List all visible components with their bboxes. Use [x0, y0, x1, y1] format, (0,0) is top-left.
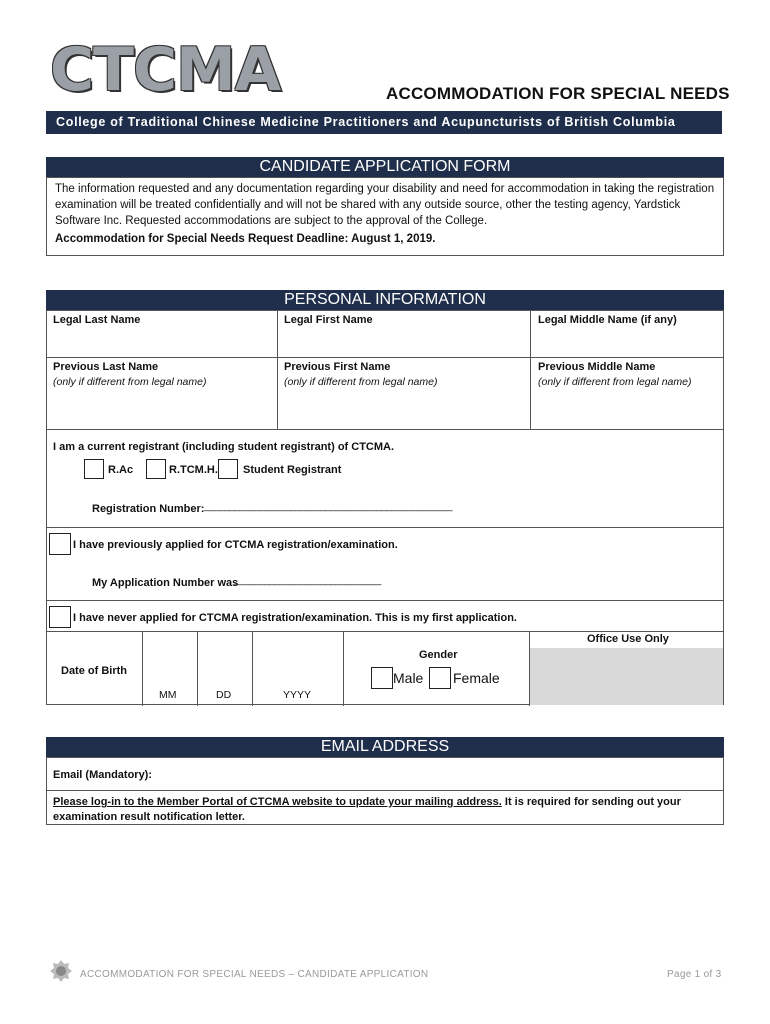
female-checkbox[interactable] [429, 667, 451, 689]
application-number-label: My Application Number was [92, 577, 239, 589]
legal-last-name-label: Legal Last Name [53, 314, 141, 326]
legal-first-name-label: Legal First Name [284, 314, 373, 326]
dob-year-label: YYYY [283, 689, 312, 701]
male-checkbox[interactable] [371, 667, 393, 689]
registration-number-field[interactable]: _________________________________________________ [204, 501, 453, 512]
page-title: ACCOMMODATION FOR SPECIAL NEEDS [386, 84, 730, 103]
email-label: Email (Mandatory): [53, 769, 153, 781]
footer-text: ACCOMMODATION FOR SPECIAL NEEDS – CANDIDATE APPLICATION [80, 969, 429, 980]
personal-info-box [46, 310, 724, 705]
email-heading: EMAIL ADDRESS [46, 737, 724, 757]
notification-note: It is required for sending out your examination result notification letter. [53, 796, 681, 823]
registrant-question: I am a current registrant (including student registrant) of CTCMA. [53, 441, 395, 453]
never-applied-checkbox[interactable] [49, 606, 71, 628]
rtcmh-checkbox[interactable] [146, 459, 166, 479]
office-use-area [530, 648, 723, 705]
candidate-intro-box [46, 177, 724, 256]
previous-last-name-label: Previous Last Name [53, 361, 159, 373]
student-registrant-checkbox[interactable] [218, 459, 238, 479]
intro-text: The information requested and any documentation regarding your disability and need for accommodation in taking the registration examination will be treated confidentially and will not be shared with any outside source, other the testing agency, Yardstick Software Inc. Requested accommodations are subject to the approval of the College. [55, 183, 715, 227]
rac-checkbox[interactable] [84, 459, 104, 479]
rtcmh-label: R.TCM.H. [169, 464, 218, 476]
gender-label: Gender [419, 649, 458, 661]
female-label: Female [453, 670, 500, 686]
date-of-birth-label: Date of Birth [61, 665, 127, 677]
previously-applied-checkbox[interactable] [49, 533, 71, 555]
previous-last-note: (only if different from legal name) [53, 376, 207, 388]
student-registrant-label: Student Registrant [243, 464, 342, 476]
ctcma-logo: CTCMA [50, 35, 281, 105]
dob-month-label: MM [159, 689, 177, 701]
mailing-address-note [53, 795, 713, 825]
office-use-label: Office Use Only [587, 633, 669, 645]
previous-middle-note: (only if different from legal name) [538, 376, 692, 388]
legal-middle-name-label: Legal Middle Name (if any) [538, 314, 677, 326]
dob-day-label: DD [216, 689, 232, 701]
college-name-bar: College of Traditional Chinese Medicine Practitioners and Acupuncturists of British Columbia [46, 111, 722, 134]
member-portal-link[interactable]: Please log-in to the Member Portal of CTCMA website to update your mailing address. [53, 796, 502, 808]
previously-applied-label: I have previously applied for CTCMA registration/examination. [73, 539, 398, 551]
male-label: Male [393, 670, 424, 686]
candidate-form-heading: CANDIDATE APPLICATION FORM [46, 157, 724, 177]
registration-number-label: Registration Number: [92, 503, 205, 515]
crest-icon [48, 958, 74, 984]
never-applied-label: I have never applied for CTCMA registration/examination. This is my first application. [73, 612, 517, 624]
previous-middle-name-label: Previous Middle Name [538, 361, 656, 373]
previous-first-name-label: Previous First Name [284, 361, 391, 373]
email-box [46, 757, 724, 825]
rac-label: R.Ac [108, 464, 134, 476]
application-number-field[interactable]: _____________________________ [234, 575, 381, 586]
personal-info-heading: PERSONAL INFORMATION [46, 290, 724, 310]
previous-first-note: (only if different from legal name) [284, 376, 438, 388]
page-number: Page 1 of 3 [667, 969, 722, 980]
deadline-text: Accommodation for Special Needs Request Deadline: August 1, 2019. [55, 233, 436, 245]
